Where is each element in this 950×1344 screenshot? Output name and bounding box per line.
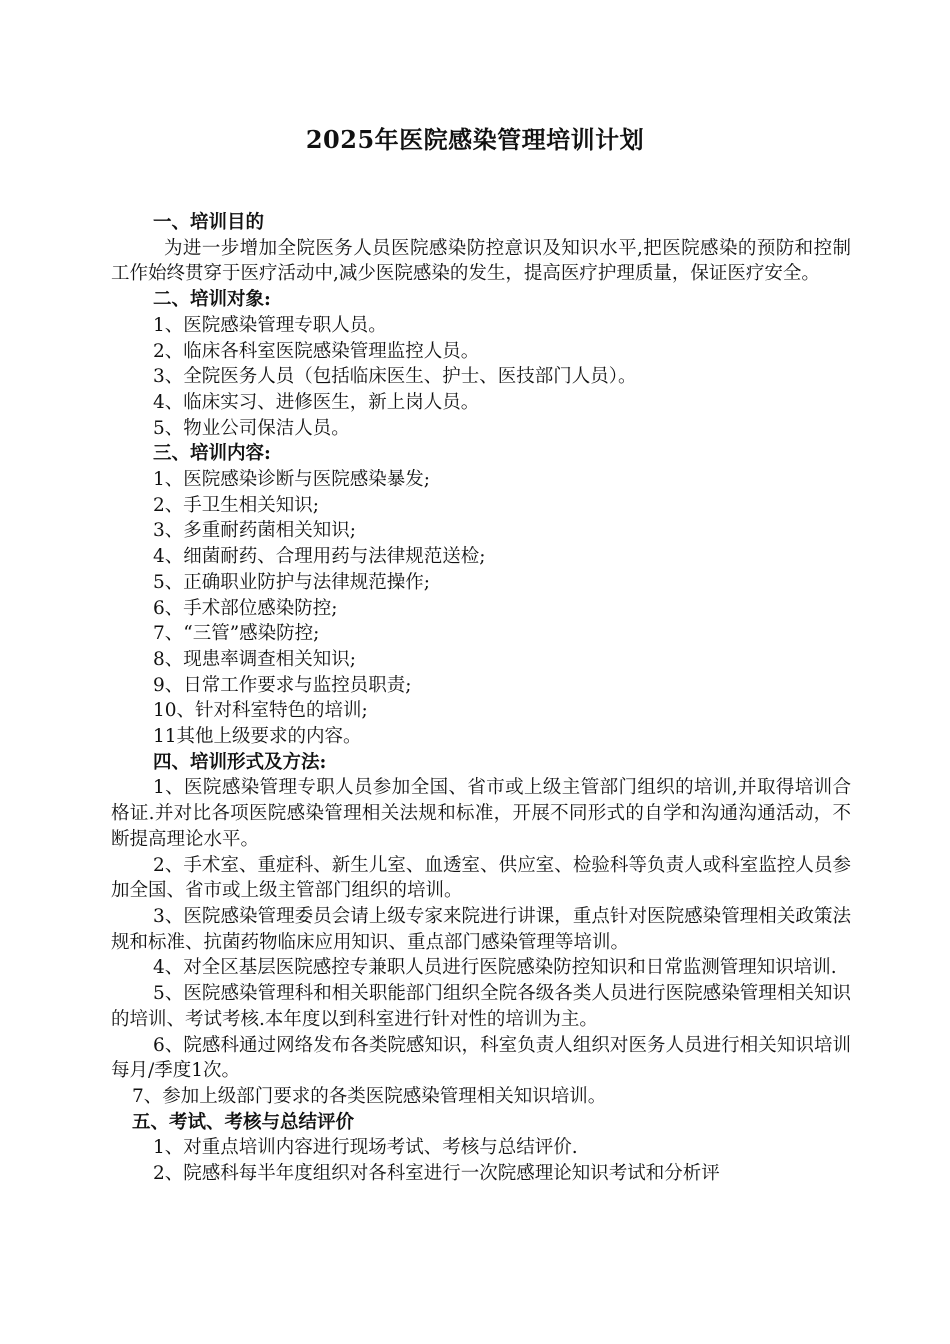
methods-paragraph: 6、院感科通过网络发布各类院感知识，科室负责人组织对医务人员进行相关知识培训每月/季度1次。 [111,1034,851,1082]
methods-paragraph: 2、手术室、重症科、新生儿室、血透室、供应室、检验科等负责人或科室监控人员参加全国、省市或上级主管部门组织的培训。 [111,854,851,902]
audience-item: 5、物业公司保洁人员。 [153,417,350,439]
content-item: 3、多重耐药菌相关知识; [153,520,357,542]
methods-paragraph: 5、医院感染管理科和相关职能部门组织全院各级各类人员进行医院感染管理相关知识的培训、考试考核.本年度以到科室进行针对性的培训为主。 [111,983,851,1030]
methods-paragraph: 4、对全区基层医院感控专兼职人员进行医院感染防控知识和日常监测管理知识培训. [153,957,837,979]
content-item: 11其他上级要求的内容。 [153,726,362,748]
section-heading-evaluation: 五、考试、考核与总结评价 [132,1111,355,1133]
content-item: 10、针对科室特色的培训; [153,700,368,722]
content-item: 8、现患率调查相关知识; [153,648,357,670]
methods-paragraph: 7、参加上级部门要求的各类医院感染管理相关知识培训。 [132,1085,607,1107]
content-item: 7、“三管”感染防控; [153,623,320,645]
content-item: 4、细菌耐药、合理用药与法律规范送检; [153,546,486,568]
document-title: 2025年医院感染管理培训计划 [305,125,645,154]
content-item: 1、医院感染诊断与医院感染暴发; [153,469,431,491]
audience-item: 3、全院医务人员（包括临床医生、护士、医技部门人员）。 [153,366,637,388]
content-item: 9、日常工作要求与监控员职责; [153,674,412,696]
audience-item: 4、临床实习、进修医生，新上岗人员。 [153,391,480,413]
document-body [111,210,851,1187]
audience-item: 1、医院感染管理专职人员。 [153,314,387,336]
section-heading-content: 三、培训内容: [153,443,271,465]
evaluation-item: 2、院感科每半年度组织对各科室进行一次院感理论知识考试和分析评 [153,1163,720,1185]
purpose-paragraph: 为进一步增加全院医务人员医院感染防控意识及知识水平,把医院感染的预防和控制工作始终贯穿于医疗活动中,减少医院感染的发生，提高医疗护理质量，保证医疗安全。 [111,237,851,285]
content-item: 5、正确职业防护与法律规范操作; [153,571,431,593]
content-item: 6、手术部位感染防控; [153,597,338,619]
methods-paragraph: 1、医院感染管理专职人员参加全国、省市或上级主管部门组织的培训,并取得培训合格证.并对比各项医院感染管理相关法规和标准，开展不同形式的自学和沟通沟通活动，不断提高理论水平。 [111,777,851,850]
audience-item: 2、临床各科室医院感染管理监控人员。 [153,340,480,362]
evaluation-item: 1、对重点培训内容进行现场考试、考核与总结评价. [153,1137,578,1159]
section-heading-methods: 四、培训形式及方法: [153,751,327,773]
methods-paragraph: 3、医院感染管理委员会请上级专家来院进行讲课，重点针对医院感染管理相关政策法规和标准、抗菌药物临床应用知识、重点部门感染管理等培训。 [111,905,851,953]
content-item: 2、手卫生相关知识; [153,494,320,516]
section-heading-audience: 二、培训对象: [153,289,271,311]
section-heading-purpose: 一、培训目的 [153,212,265,233]
